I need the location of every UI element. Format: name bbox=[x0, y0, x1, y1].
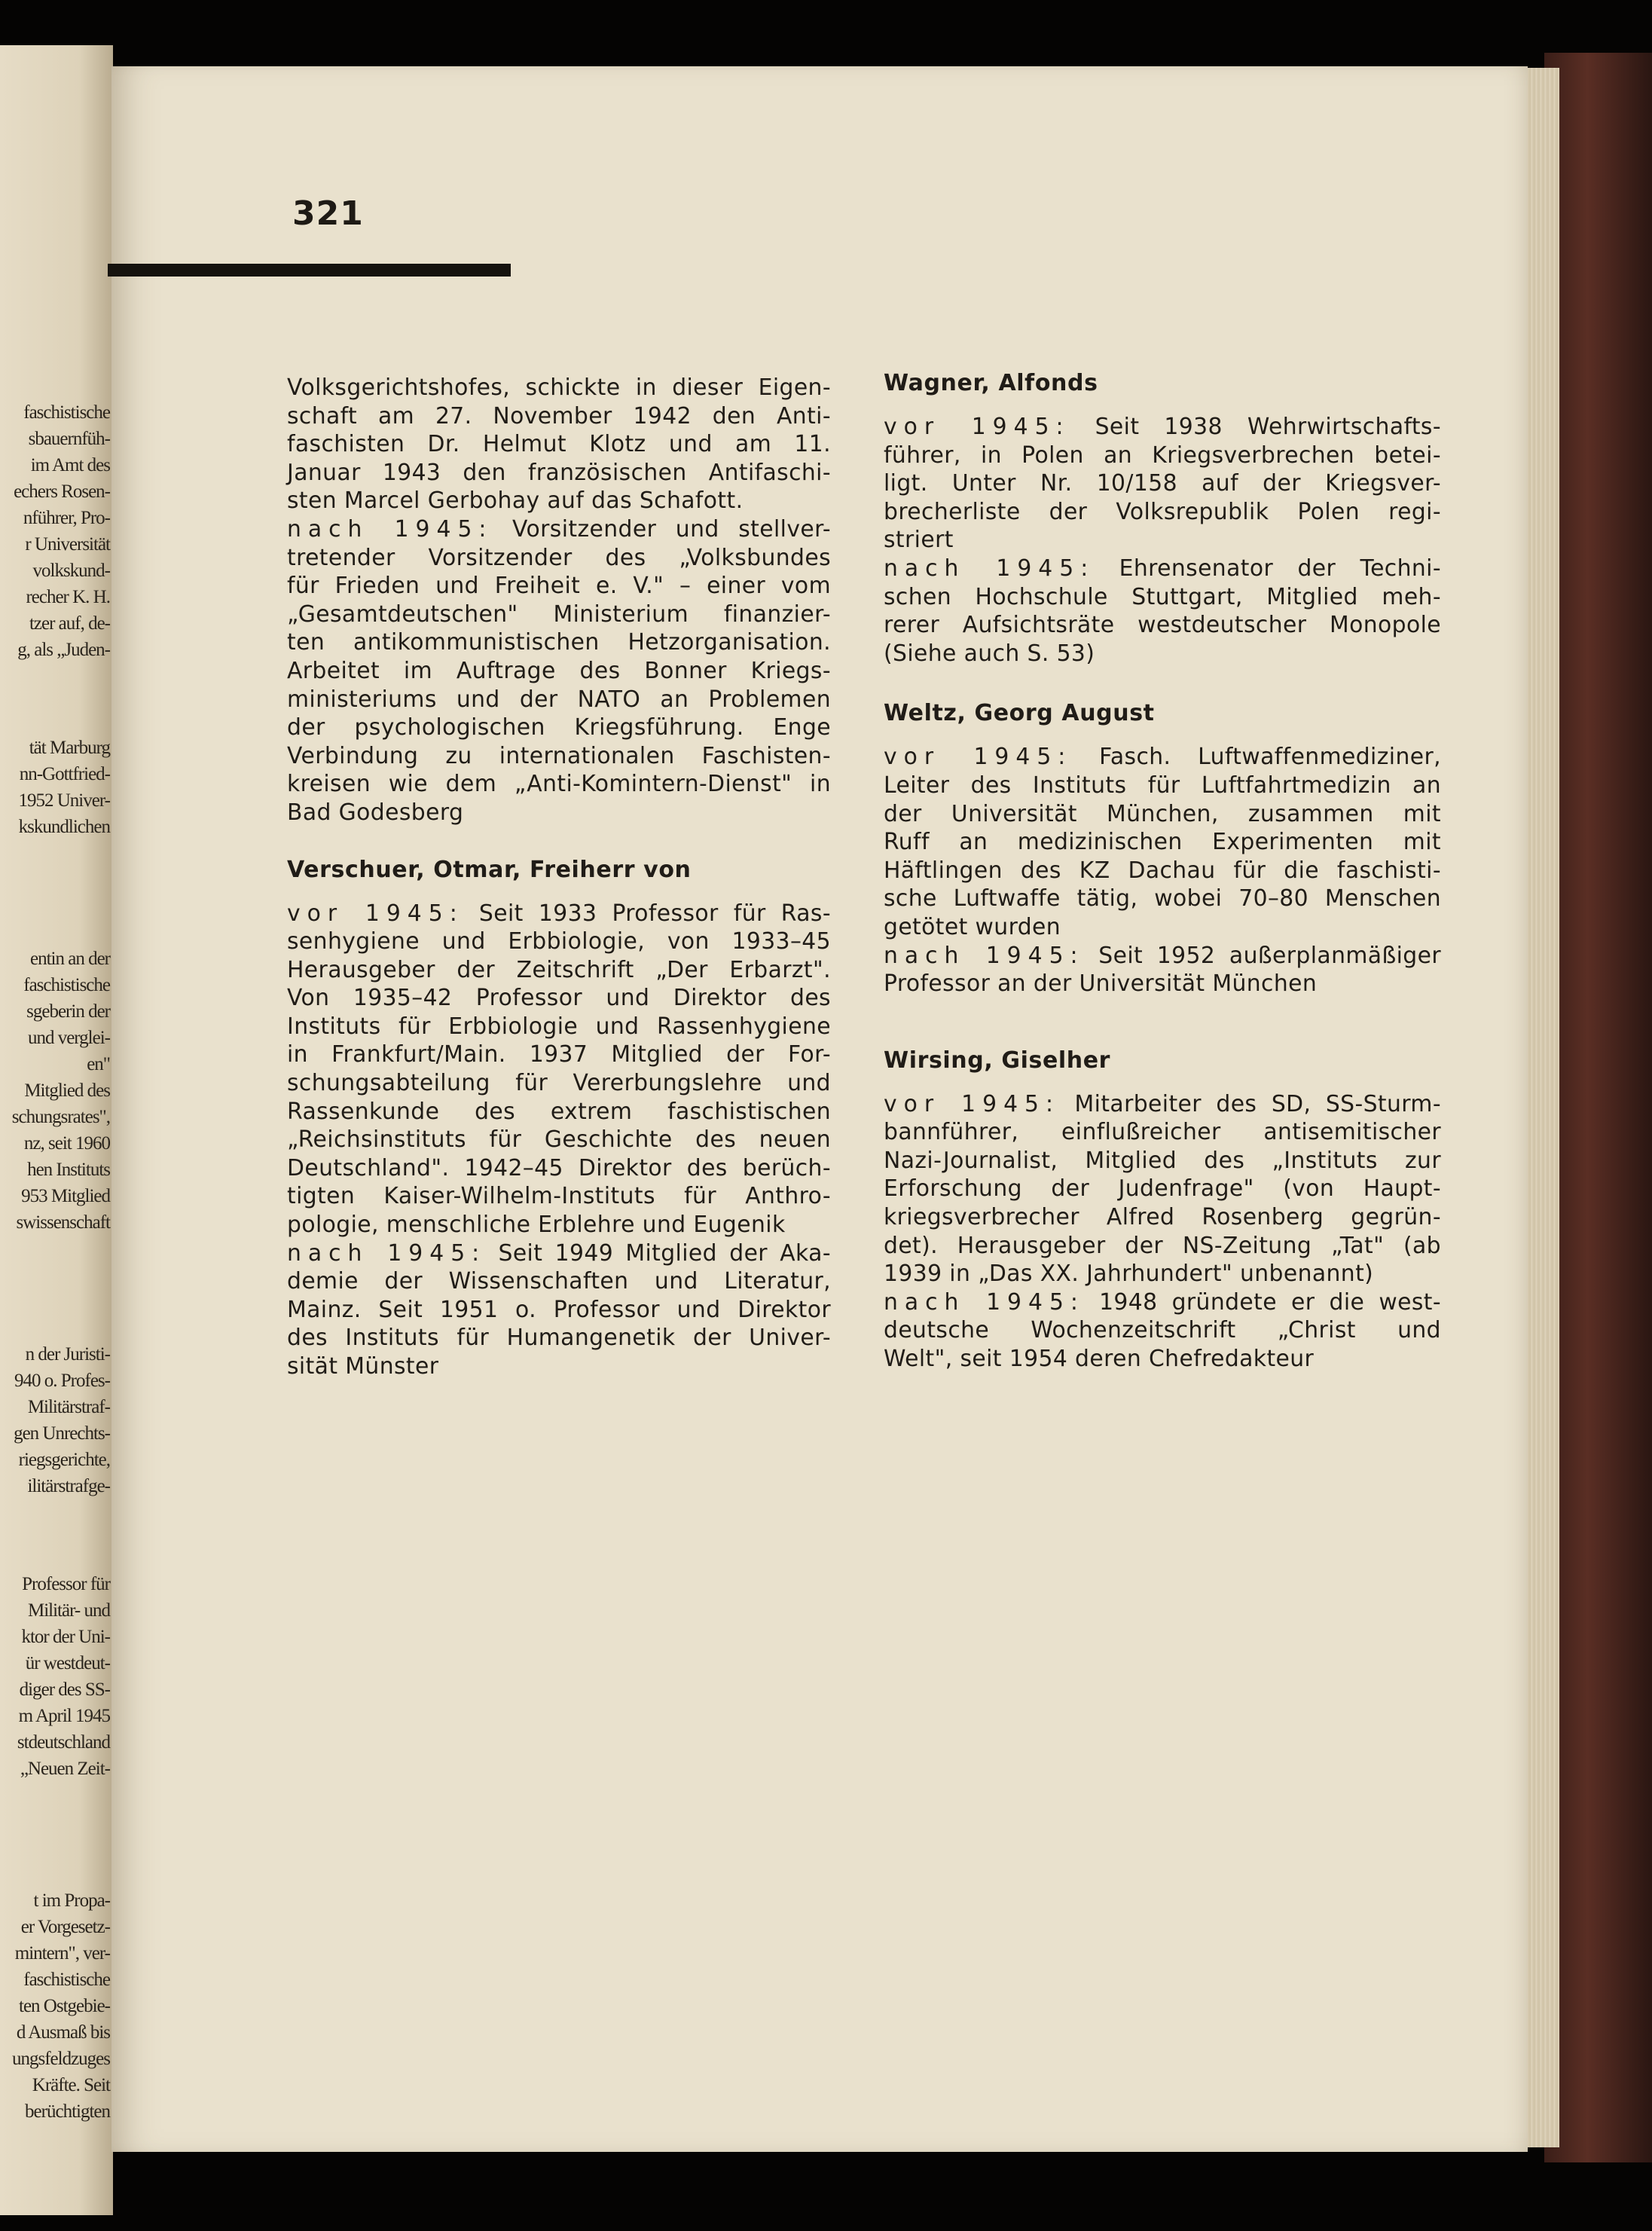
previous-page-fragment: tzer auf, de- bbox=[29, 613, 110, 634]
text-line: vor 1945: Seit 1938 Wehrwirtschafts- bbox=[884, 414, 1441, 440]
text-line: der Universität München, zusammen mit bbox=[884, 800, 1441, 827]
text-line: striert bbox=[884, 527, 954, 554]
text-line: Ruff an medizinischen Experimenten mit bbox=[884, 829, 1441, 856]
text-line: vor 1945: Seit 1933 Professor für Ras- bbox=[287, 900, 831, 927]
text-line: sten Marcel Gerbohay auf das Schafott. bbox=[287, 487, 744, 515]
previous-page-fragment: diger des SS- bbox=[19, 1679, 110, 1700]
text-line: Rassenkunde des extrem faschistischen bbox=[287, 1098, 831, 1125]
page-number: 321 bbox=[292, 194, 364, 233]
text-line: det). Herausgeber der NS-Zeitung „Tat" (ab bbox=[884, 1232, 1441, 1259]
period-label: vor 1945: bbox=[884, 414, 1070, 440]
previous-page-fragment: im Amt des bbox=[30, 455, 110, 475]
text-line: Mainz. Seit 1951 o. Professor und Direktor bbox=[287, 1296, 831, 1323]
text-line: kreisen wie dem „Anti-Komintern-Dienst" in bbox=[287, 771, 831, 798]
text-line: Leiter des Instituts für Luftfahrtmedizin an bbox=[884, 772, 1441, 799]
text-line: vor 1945: Fasch. Luftwaffenmediziner, bbox=[884, 744, 1441, 771]
previous-page-fragment: nz, seit 1960 bbox=[23, 1133, 110, 1154]
previous-page-fragment: faschistische bbox=[23, 1970, 110, 1990]
text-line: getötet wurden bbox=[884, 913, 1061, 940]
previous-page-fragment: hen Instituts bbox=[27, 1160, 110, 1180]
text-line: in Frankfurt/Main. 1937 Mitglied der For- bbox=[287, 1041, 831, 1068]
left-column bbox=[287, 374, 831, 1381]
period-label: nach 1945: bbox=[884, 555, 1095, 582]
previous-page-fragment: ungsfeldzuges bbox=[11, 2049, 110, 2069]
previous-page-fragment: er Vorgesetz- bbox=[20, 1917, 110, 1937]
entry-name: Verschuer, Otmar, Freiherr von bbox=[287, 856, 692, 883]
text-line: kriegsverbrecher Alfred Rosenberg gegrün- bbox=[884, 1204, 1441, 1231]
previous-page-fragment: sgeberin der bbox=[26, 1001, 110, 1022]
previous-page-fragment: volkskund- bbox=[32, 561, 110, 581]
previous-page-fragment: t im Propa- bbox=[33, 1890, 110, 1911]
period-label: vor 1945: bbox=[884, 1090, 1061, 1117]
book-page bbox=[111, 66, 1528, 2152]
entry-wirsing bbox=[884, 1047, 1441, 1374]
previous-page-fragment: entin an der bbox=[29, 949, 110, 969]
previous-page-edge bbox=[0, 45, 113, 2215]
previous-page-fragment: faschistische bbox=[23, 975, 110, 995]
previous-page-fragment: d Ausmaß bis bbox=[16, 2022, 110, 2043]
text-line: ten antikommunistischen Hetzorganisation. bbox=[287, 629, 831, 656]
text-line: vor 1945: Mitarbeiter des SD, SS-Sturm- bbox=[884, 1090, 1441, 1117]
previous-page-fragment: echers Rosen- bbox=[14, 481, 110, 502]
text-line: Von 1935–42 Professor und Direktor des bbox=[287, 985, 831, 1012]
previous-page-fragment: recher K. H. bbox=[26, 587, 110, 607]
previous-page-fragment: swissenschaft bbox=[16, 1212, 110, 1233]
previous-page-fragment: Kräfte. Seit bbox=[32, 2075, 110, 2095]
previous-page-fragment: kskundlichen bbox=[18, 817, 110, 837]
previous-page-fragment: sbauernfüh- bbox=[28, 429, 110, 449]
previous-page-fragment: m April 1945 bbox=[18, 1706, 110, 1726]
previous-page-fragment: riegsgerichte, bbox=[18, 1450, 110, 1470]
text-line: nach 1945: Ehrensenator der Techni- bbox=[884, 555, 1441, 582]
previous-page-fragment: g, als „Juden- bbox=[17, 640, 110, 660]
text-line: nach 1945: 1948 gründete er die west- bbox=[884, 1288, 1441, 1316]
text-line: nach 1945: Seit 1949 Mitglied der Aka- bbox=[287, 1239, 831, 1267]
previous-page-text-fragments bbox=[0, 45, 113, 2125]
text-line: sche Luftwaffe tätig, wobei 70–80 Menschen bbox=[884, 885, 1441, 912]
header-rule bbox=[108, 264, 511, 277]
text-line: (Siehe auch S. 53) bbox=[884, 640, 1095, 667]
previous-page-fragment: n der Juristi- bbox=[25, 1344, 110, 1365]
previous-page-fragment: ilitärstrafge- bbox=[27, 1476, 110, 1496]
previous-page-fragment: 953 Mitglied bbox=[21, 1186, 110, 1206]
text-line: tigten Kaiser-Wilhelm-Instituts für Anthro- bbox=[287, 1183, 831, 1210]
text-line: bannführer, einflußreicher antisemitischer bbox=[884, 1119, 1441, 1146]
entry-name: Weltz, Georg August bbox=[884, 700, 1155, 727]
previous-page-fragment: nführer, Pro- bbox=[23, 508, 110, 528]
previous-page-fragment: „Neuen Zeit- bbox=[20, 1759, 110, 1779]
text-line: Erforschung der Judenfrage" (von Haupt- bbox=[884, 1175, 1441, 1203]
text-line: führer, in Polen an Kriegsverbrechen betei- bbox=[884, 442, 1441, 469]
text-line: Deutschland". 1942–45 Direktor des berüch- bbox=[287, 1154, 831, 1181]
text-line: der psychologischen Kriegsführung. Enge bbox=[287, 714, 831, 741]
period-label: nach 1945: bbox=[884, 942, 1085, 969]
text-line: Januar 1943 den französischen Antifaschi- bbox=[287, 459, 831, 486]
text-line: brecherliste der Volksrepublik Polen regi- bbox=[884, 498, 1441, 525]
text-line: Instituts für Erbbiologie und Rassenhygiene bbox=[287, 1013, 831, 1040]
text-line: nach 1945: Seit 1952 außerplanmäßiger bbox=[884, 942, 1441, 969]
previous-page-fragment: schungsrates", bbox=[11, 1107, 110, 1127]
previous-page-fragment: ten Ostgebie- bbox=[19, 1996, 110, 2016]
text-line: faschisten Dr. Helmut Klotz und am 11. bbox=[287, 431, 831, 458]
previous-page-fragment: Mitglied des bbox=[24, 1080, 110, 1101]
previous-page-fragment: berüchtigten bbox=[25, 2101, 110, 2122]
previous-page-fragment: Militärstraf- bbox=[27, 1397, 110, 1417]
text-line: Häftlingen des KZ Dachau für die faschisti- bbox=[884, 857, 1441, 884]
entry-verschuer bbox=[287, 856, 831, 1381]
text-line: Bad Godesberg bbox=[287, 799, 464, 826]
previous-page-fragment: faschistische bbox=[23, 402, 110, 423]
text-line: ligt. Unter Nr. 10/158 auf der Kriegsver- bbox=[884, 470, 1441, 497]
text-line: nach 1945: Vorsitzender und stellver- bbox=[287, 515, 831, 542]
text-line: sität Münster bbox=[287, 1353, 439, 1380]
previous-page-fragment: gen Unrechts- bbox=[14, 1423, 110, 1444]
entry-name: Wagner, Alfonds bbox=[884, 370, 1098, 396]
previous-page-fragment: r Universität bbox=[25, 534, 110, 555]
previous-page-fragment: und verglei- bbox=[27, 1028, 110, 1048]
text-line: tretender Vorsitzender des „Volksbundes bbox=[287, 544, 831, 571]
text-line: pologie, menschliche Erblehre und Eugenik bbox=[287, 1212, 786, 1239]
previous-page-fragment: en" bbox=[87, 1054, 110, 1074]
book-cover-edge bbox=[1544, 53, 1652, 2162]
period-label: nach 1945: bbox=[287, 1239, 487, 1267]
text-line: „Reichsinstituts für Geschichte des neuen bbox=[287, 1126, 831, 1154]
previous-page-fragment: Militär- und bbox=[27, 1600, 110, 1621]
previous-page-fragment: Professor für bbox=[22, 1574, 110, 1594]
text-line: Arbeitet im Auftrage des Bonner Kriegs- bbox=[287, 657, 831, 684]
previous-page-fragment: stdeutschland bbox=[17, 1732, 110, 1753]
text-line: senhygiene und Erbbiologie, von 1933–45 bbox=[287, 928, 831, 955]
text-line: 1939 in „Das XX. Jahrhundert" unbenannt) bbox=[884, 1261, 1374, 1288]
text-line: Professor an der Universität München bbox=[884, 970, 1318, 998]
text-line: Volksgerichtshofes, schickte in dieser Eigen- bbox=[287, 374, 831, 401]
text-line: „Gesamtdeutschen" Ministerium finanzier- bbox=[287, 601, 831, 628]
entry-wagner bbox=[884, 369, 1441, 668]
text-line: demie der Wissenschaften und Literatur, bbox=[287, 1268, 831, 1295]
previous-page-fragment: 1952 Univer- bbox=[18, 790, 110, 811]
previous-page-fragment: mintern", ver- bbox=[14, 1943, 110, 1964]
previous-page-fragment: tät Marburg bbox=[29, 738, 110, 758]
previous-page-fragment: ktor der Uni- bbox=[21, 1627, 110, 1647]
text-line: schen Hochschule Stuttgart, Mitglied meh- bbox=[884, 583, 1441, 610]
text-line: des Instituts für Humangenetik der Univer- bbox=[287, 1325, 831, 1352]
entry-name: Wirsing, Giselher bbox=[884, 1047, 1111, 1074]
period-label: nach 1945: bbox=[884, 1288, 1085, 1316]
text-line: ministeriums und der NATO an Problemen bbox=[287, 686, 831, 713]
text-line: Nazi-Journalist, Mitglied des „Instituts zur bbox=[884, 1147, 1441, 1174]
text-line: rerer Aufsichtsräte westdeutscher Monopole bbox=[884, 612, 1441, 639]
text-line: schungsabteilung für Vererbungslehre und bbox=[287, 1070, 831, 1097]
text-line: deutsche Wochenzeitschrift „Christ und bbox=[884, 1317, 1441, 1344]
continuation-text bbox=[287, 374, 831, 827]
period-label: nach 1945: bbox=[287, 515, 493, 542]
text-line: Welt", seit 1954 deren Chefredakteur bbox=[884, 1346, 1315, 1373]
previous-page-fragment: ür westdeut- bbox=[25, 1653, 110, 1673]
right-column bbox=[884, 369, 1441, 1374]
text-line: schaft am 27. November 1942 den Anti- bbox=[287, 402, 831, 429]
text-line: Verbindung zu internationalen Faschisten- bbox=[287, 742, 831, 769]
entry-weltz bbox=[884, 699, 1441, 998]
text-line: für Frieden und Freiheit e. V." – einer vom bbox=[287, 573, 831, 600]
previous-page-fragment: 940 o. Profes- bbox=[14, 1371, 110, 1391]
previous-page-fragment: nn-Gottfried- bbox=[19, 764, 110, 784]
text-line: Herausgeber der Zeitschrift „Der Erbarzt". bbox=[287, 956, 831, 983]
period-label: vor 1945: bbox=[884, 744, 1073, 771]
period-label: vor 1945: bbox=[287, 900, 464, 927]
